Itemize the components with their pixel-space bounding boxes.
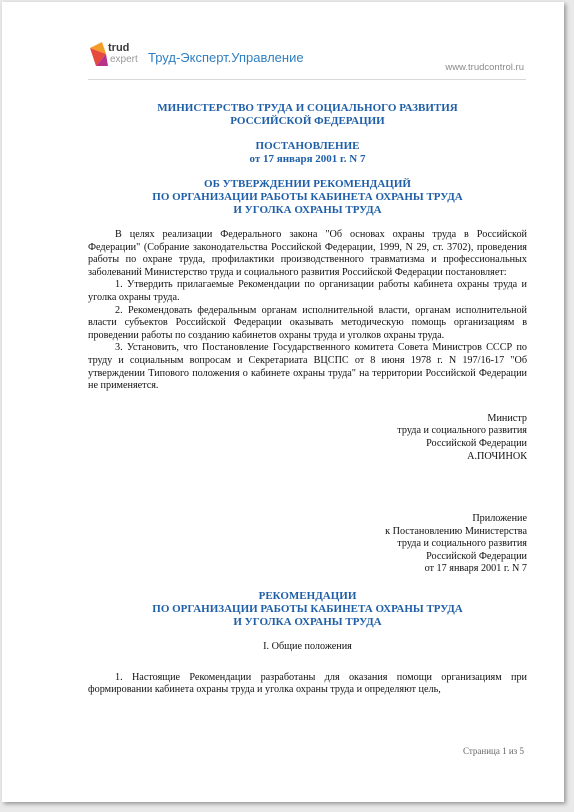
document-page [2,2,564,802]
appendix-line: к Постановлению Министерства [385,525,527,537]
logo-text-expert: expert [110,54,138,65]
page-header [2,2,564,82]
subject-line: ПО ОРГАНИЗАЦИИ РАБОТЫ КАБИНЕТА ОХРАНЫ ТРУДА [152,191,463,203]
logo-text-trud: trud [108,42,130,54]
brand-name[interactable]: Труд-Эксперт.Управление [148,50,304,65]
signature-line: Министр [487,412,527,424]
section-title: I. Общие положения [263,641,352,653]
recommendations-title [88,590,527,629]
site-url[interactable]: www.trudcontrol.ru [445,62,524,73]
signature-line: труда и социального развития [397,425,527,437]
header-divider [88,79,526,80]
ministry-line: РОССИЙСКОЙ ФЕДЕРАЦИИ [230,115,385,127]
recommendations-line: ПО ОРГАНИЗАЦИИ РАБОТЫ КАБИНЕТА ОХРАНЫ ТРУДА [152,603,463,616]
appendix-line: Российской Федерации [426,550,527,562]
paragraph: 1. Настоящие Рекомендации разработаны для оказания помощи организациям при формировании кабинета охраны труда и уголка охраны труда и определяют цель, [88,671,527,696]
paragraph: 3. Установить, что Постановление Государственного комитета Совета Министров СССР по труду и социальным вопросам и Секретариата ВЦСПС от 8 июня 1978 г. N 197/16-17 "Об утверждении Типового положения о кабинете охраны труда" на территории Российской Федерации не применяется. [88,342,527,392]
signature-line: Российской Федерации [426,437,527,449]
appendix-line: Приложение [472,513,527,525]
decree-title [88,140,527,166]
appendix-line: труда и социального развития [397,538,527,550]
paragraph: В целях реализации Федерального закона "Об основах охраны труда в Российской Федерации" (Собрание законодательства Российской Федерации, 1999, N 29, ст. 3702), проведения работы по охране труда, профилактики производственного травматизма и профессиональных заболеваний Министерство труда и социального развития Российской Федерации постановляет: [88,229,527,278]
signature-line: А.ПОЧИНОК [467,450,527,462]
signature-block [88,413,527,463]
recommendations-line: РЕКОМЕНДАЦИИ [258,590,357,603]
paragraph: 1. Утвердить прилагаемые Рекомендации по организации работы кабинета охраны труда и уголка охраны труда. [88,279,527,303]
page-counter: Страница 1 из 5 [463,746,524,756]
appendix-line: от 17 января 2001 г. N 7 [424,563,527,575]
paragraph: 2. Рекомендовать федеральным органам исполнительной власти, органам исполнительной власти субъектов Российской Федерации оказывать методическую помощь организациям в проведении работы по созданию кабинетов охраны труда и уголков охраны труда. [88,304,527,341]
subject-title [88,178,527,217]
ministry-line: МИНИСТЕРСТВО ТРУДА И СОЦИАЛЬНОГО РАЗВИТИЯ [157,102,458,114]
document-body [88,102,527,697]
subject-line: И УГОЛКА ОХРАНЫ ТРУДА [233,204,382,216]
decree-line: ПОСТАНОВЛЕНИЕ [255,140,360,152]
recommendations-line: И УГОЛКА ОХРАНЫ ТРУДА [233,616,382,629]
ministry-title [88,102,527,128]
subject-line: ОБ УТВЕРЖДЕНИИ РЕКОМЕНДАЦИЙ [204,178,411,190]
appendix-block [88,513,527,576]
decree-line: от 17 января 2001 г. N 7 [249,153,366,165]
